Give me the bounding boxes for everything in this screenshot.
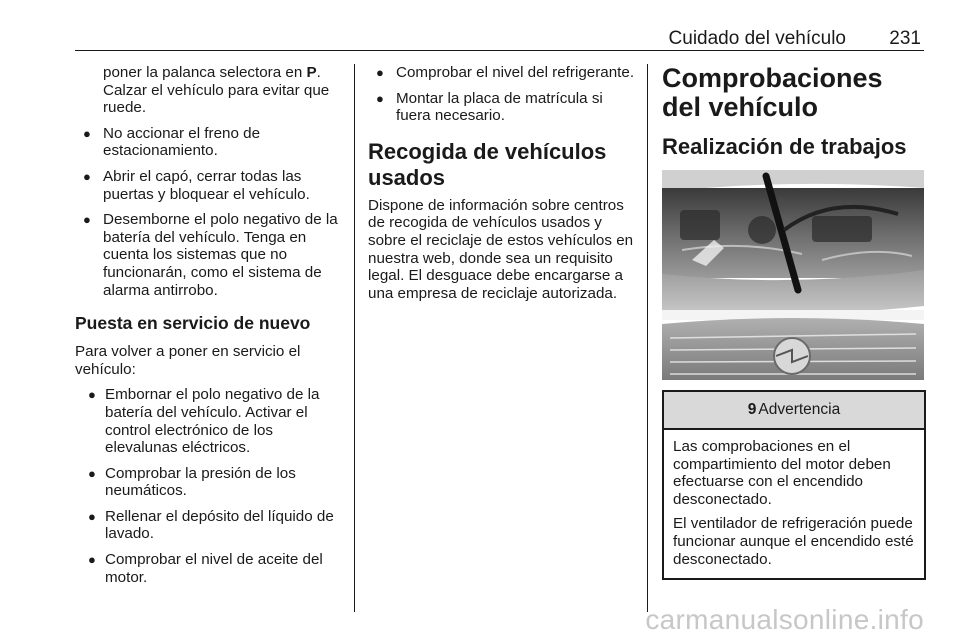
column-divider <box>354 64 355 612</box>
list-item: ● Comprobar el nivel de aceite del motor. <box>88 551 323 586</box>
warning-paragraph: Las comprobaciones en el compartimiento del motor deben efectuarse con el encendido desconectado. <box>673 438 891 508</box>
bullet-list-2 <box>75 386 340 586</box>
paragraph: Dispone de información sobre centros de recogida de vehículos usados y sobre el reciclaje de estos vehículos en nuestra web, donde sea un requisito legal. El desguace debe encargarse a una empresa de reciclaje autorizada. <box>368 196 634 302</box>
bullet-icon: ● <box>376 90 384 106</box>
column-3 <box>662 64 924 380</box>
gear-position: P <box>306 64 317 81</box>
column-divider <box>647 64 648 612</box>
list-item: ● No accionar el freno de estacionamiento. <box>83 124 261 160</box>
subheading: Puesta en servicio de nuevo <box>75 313 311 334</box>
paragraph: Para volver a poner en servicio el vehículo: <box>75 343 301 378</box>
watermark: carmanualsonline.info <box>645 604 924 635</box>
warning-body <box>664 430 924 568</box>
subheading: Realización de trabajos <box>662 134 907 159</box>
continued-text: poner la palanca selectora en P. Calzar el vehículo para evitar que ruede. <box>103 64 330 117</box>
bullet-icon: ● <box>88 508 96 524</box>
warning-triangle-icon: 9 <box>747 401 757 418</box>
warning-box <box>662 390 926 580</box>
list-item: ● Comprobar la presión de los neumáticos. <box>88 464 296 500</box>
section-title: Cuidado del vehículo <box>668 28 846 49</box>
list-item: ● Embornar el polo negativo de la batería del vehículo. Activar el control electrónico de los elevalunas eléctricos. <box>88 386 320 457</box>
list-item: ● Comprobar el nivel del refrigerante. <box>376 64 635 81</box>
column-2 <box>368 64 636 302</box>
bullet-icon: ● <box>88 387 96 403</box>
bullet-icon: ● <box>83 212 91 228</box>
open-hood-photo <box>662 170 924 380</box>
warning-header <box>664 392 924 430</box>
list-item: ● Montar la placa de matrícula si fuera necesario. <box>376 89 603 125</box>
bullet-icon: ● <box>88 552 96 568</box>
warning-title: Advertencia <box>758 401 841 418</box>
warning-paragraph: El ventilador de refrigeración puede funcionar aunque el encendido esté desconectado. <box>673 515 914 568</box>
list-item: ● Rellenar el depósito del líquido de lavado. <box>88 507 334 543</box>
bullet-icon: ● <box>83 168 91 184</box>
bullet-icon: ● <box>376 65 384 80</box>
engine-bay-illustration <box>662 170 924 380</box>
section-heading: Recogida de vehículos usados <box>368 138 607 190</box>
list-item: ● Desemborne el polo negativo de la batería del vehículo. Tenga en cuenta los sistemas que no funcionarán, como el sistema de alarma antirrobo. <box>83 211 338 299</box>
chapter-heading: Comprobaciones del vehículo <box>662 63 883 122</box>
bullet-list <box>368 64 636 125</box>
column-1 <box>75 64 340 594</box>
page-number: 231 <box>889 28 921 49</box>
bullet-icon: ● <box>83 125 91 141</box>
bullet-icon: ● <box>88 465 96 481</box>
bullet-list <box>75 125 340 299</box>
list-item: ● Abrir el capó, cerrar todas las puertas y bloquear el vehículo. <box>83 167 310 203</box>
page-header <box>75 28 924 51</box>
